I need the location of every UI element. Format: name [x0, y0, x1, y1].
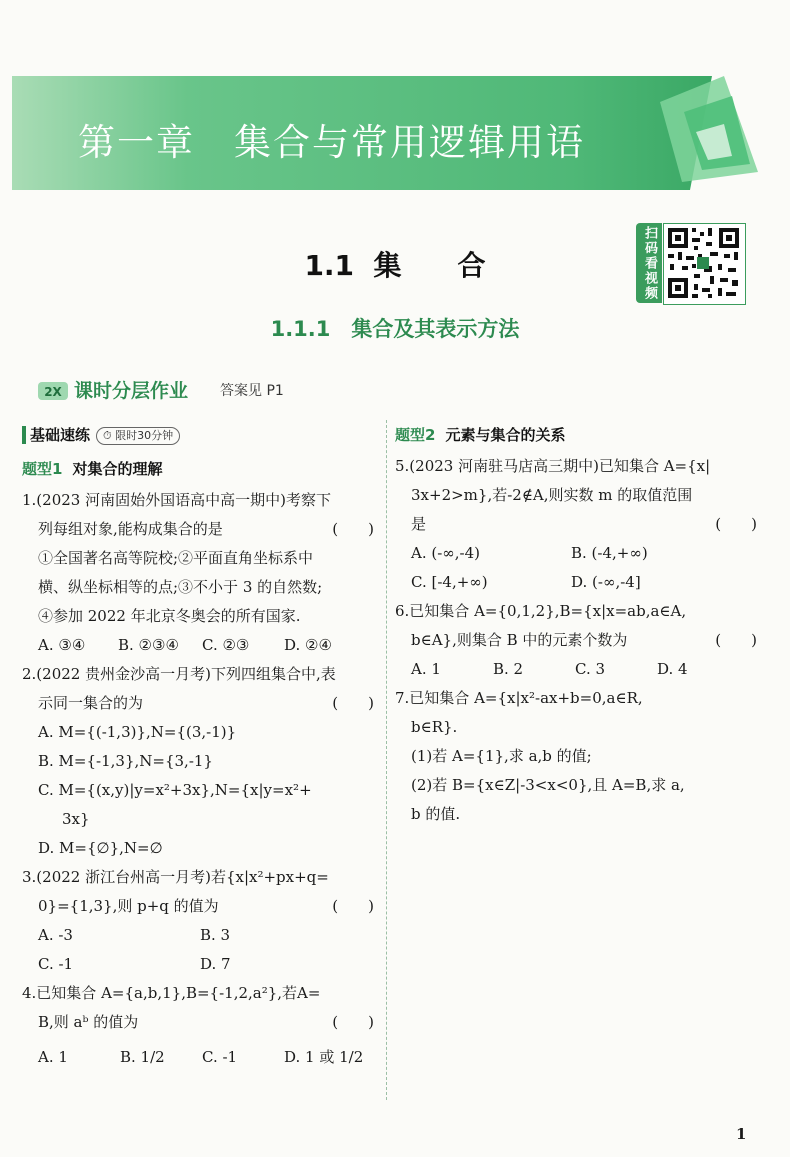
type-label: 题型2 — [395, 426, 436, 444]
answer-options — [395, 568, 757, 597]
option-d[interactable]: D. 4 — [657, 660, 688, 678]
question-text: 列每组对象,能构成集合的是 — [38, 520, 223, 538]
homework-icon — [38, 378, 70, 402]
question-text: 3x+2>m},若-2∉A,则实数 m 的取值范围 — [411, 486, 693, 504]
option-c[interactable]: C. [-4,+∞) — [411, 573, 488, 591]
question-text: 示同一集合的为 — [38, 694, 144, 712]
option-a[interactable]: A. -3 — [38, 926, 73, 944]
question-4 — [22, 979, 374, 1072]
option-c[interactable]: C. 3 — [575, 660, 606, 678]
question-type-2 — [395, 422, 757, 448]
option-d[interactable]: D. 1 或 1/2 — [284, 1048, 364, 1066]
question-text: b∈R}. — [411, 718, 458, 736]
column-divider — [386, 420, 387, 1100]
option-c[interactable]: C. -1 — [38, 955, 74, 973]
question-1 — [22, 486, 374, 660]
option-d[interactable]: D. M={∅},N=∅ — [38, 839, 163, 857]
chapter-banner — [12, 72, 758, 190]
question-text: 是 — [411, 515, 427, 533]
clock-icon: ⏱ — [103, 429, 112, 442]
question-text: 4.已知集合 A={a,b,1},B={-1,2,a²},若A= — [22, 984, 321, 1002]
option-a[interactable]: A. 1 — [411, 660, 441, 678]
question-text: 0}={1,3},则 p+q 的值为 — [38, 897, 219, 915]
question-text: B,则 aᵇ 的值为 — [38, 1013, 139, 1031]
qr-label: 扫码看视频 — [636, 223, 662, 303]
option-a[interactable]: A. (-∞,-4) — [411, 544, 481, 562]
question-text: 3.(2022 浙江台州高一月考)若{x|x²+px+q= — [22, 868, 329, 886]
option-b[interactable]: B. 3 — [200, 926, 231, 944]
question-text: 1.(2023 河南固始外国语高中高一期中)考察下 — [22, 491, 331, 509]
question-text: ④参加 2022 年北京冬奥会的所有国家. — [38, 607, 301, 625]
answer-blank[interactable]: ( ) — [332, 694, 374, 712]
right-column — [395, 422, 757, 829]
homework-title: 课时分层作业 — [74, 380, 189, 402]
time-limit-text: 限时30分钟 — [115, 429, 174, 442]
answer-options — [22, 631, 374, 660]
question-7 — [395, 684, 757, 829]
option-b[interactable]: B. (-4,+∞) — [571, 544, 648, 562]
page-number: 1 — [736, 1125, 747, 1143]
type-label: 题型1 — [22, 460, 63, 478]
answer-blank[interactable]: ( ) — [715, 515, 757, 533]
answer-blank[interactable]: ( ) — [715, 631, 757, 649]
answer-options — [22, 1043, 374, 1072]
chapter-title: 第一章 集合与常用逻辑用语 — [78, 121, 585, 164]
question-text: b∈A},则集合 B 中的元素个数为 — [411, 631, 628, 649]
option-b[interactable]: B. 2 — [493, 660, 524, 678]
option-d[interactable]: D. ②④ — [284, 636, 332, 654]
option-a[interactable]: A. ③④ — [38, 636, 86, 654]
answer-options — [395, 539, 757, 568]
question-6 — [395, 597, 757, 684]
question-text: 5.(2023 河南驻马店高三期中)已知集合 A={x| — [395, 457, 711, 475]
question-type-1 — [22, 454, 374, 484]
question-text: 2.(2022 贵州金沙高一月考)下列四组集合中,表 — [22, 665, 336, 683]
question-text: ①全国著名高等院校;②平面直角坐标系中 — [38, 549, 314, 567]
type-title: 元素与集合的关系 — [445, 426, 566, 444]
option-c[interactable]: C. M={(x,y)|y=x²+3x},N={x|y=x²+ — [38, 781, 312, 799]
section-title: 1.1 集 合 — [304, 249, 486, 282]
option-b[interactable]: B. 1/2 — [120, 1048, 165, 1066]
left-column — [22, 422, 374, 1072]
sub-question-2-continued: b 的值. — [411, 805, 461, 823]
question-text: 7.已知集合 A={x|x²-ax+b=0,a∈R, — [395, 689, 643, 707]
option-a[interactable]: A. M={(-1,3)},N={(3,-1)} — [38, 723, 237, 741]
option-b[interactable]: B. M={-1,3},N={3,-1} — [38, 752, 213, 770]
answer-options — [22, 921, 374, 950]
answer-blank[interactable]: ( ) — [332, 1013, 374, 1031]
question-5 — [395, 452, 757, 597]
answer-reference: 答案见 P1 — [220, 383, 284, 399]
answer-blank[interactable]: ( ) — [332, 520, 374, 538]
question-3 — [22, 863, 374, 979]
option-b[interactable]: B. ②③④ — [118, 636, 179, 654]
time-limit-badge — [96, 427, 180, 445]
sub-question-1: (1)若 A={1},求 a,b 的值; — [411, 747, 592, 765]
subsection-title: 1.1.1 集合及其表示方法 — [270, 317, 520, 341]
type-title: 对集合的理解 — [72, 460, 163, 478]
option-d[interactable]: D. (-∞,-4] — [571, 573, 641, 591]
question-text: 6.已知集合 A={0,1,2},B={x|x=ab,a∈A, — [395, 602, 687, 620]
question-text: 横、纵坐标相等的点;③不小于 3 的自然数; — [38, 578, 323, 596]
answer-options — [22, 950, 374, 979]
basic-practice-label: 基础速练 — [22, 426, 90, 444]
option-c[interactable]: C. ②③ — [202, 636, 250, 654]
option-a[interactable]: A. 1 — [38, 1048, 68, 1066]
sub-question-2: (2)若 B={x∈Z|-3<x<0},且 A=B,求 a, — [411, 776, 685, 794]
answer-blank[interactable]: ( ) — [332, 897, 374, 915]
homework-icon-text: 2X — [44, 385, 62, 399]
option-c[interactable]: C. -1 — [202, 1048, 238, 1066]
question-2 — [22, 660, 374, 863]
answer-options — [395, 655, 757, 684]
option-d[interactable]: D. 7 — [200, 955, 231, 973]
option-c-continued: 3x} — [62, 810, 90, 828]
